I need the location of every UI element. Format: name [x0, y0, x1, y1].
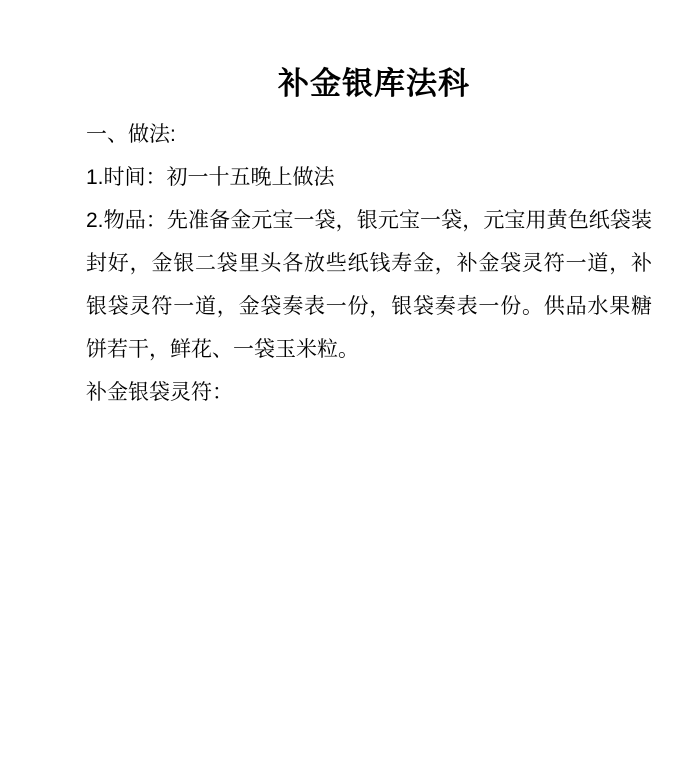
paragraph-talisman-label: 补金银袋灵符： [86, 381, 233, 404]
paragraph-section-heading: 一、做法: [86, 123, 176, 146]
paragraph-items: 2.物品：先准备金元宝一袋，银元宝一袋，元宝用黄色纸袋装封好，金银二袋里头各放些纸钱寿金，补金袋灵符一道，补银袋灵符一道，金袋奏表一份，银袋奏表一份。供品水果糖饼若干，鲜花、一袋玉米粒。 [86, 209, 652, 361]
document-title: 补金银库法科 [278, 66, 470, 101]
document-body [86, 113, 652, 414]
paragraph-time: 1.时间：初一十五晚上做法 [86, 166, 335, 189]
